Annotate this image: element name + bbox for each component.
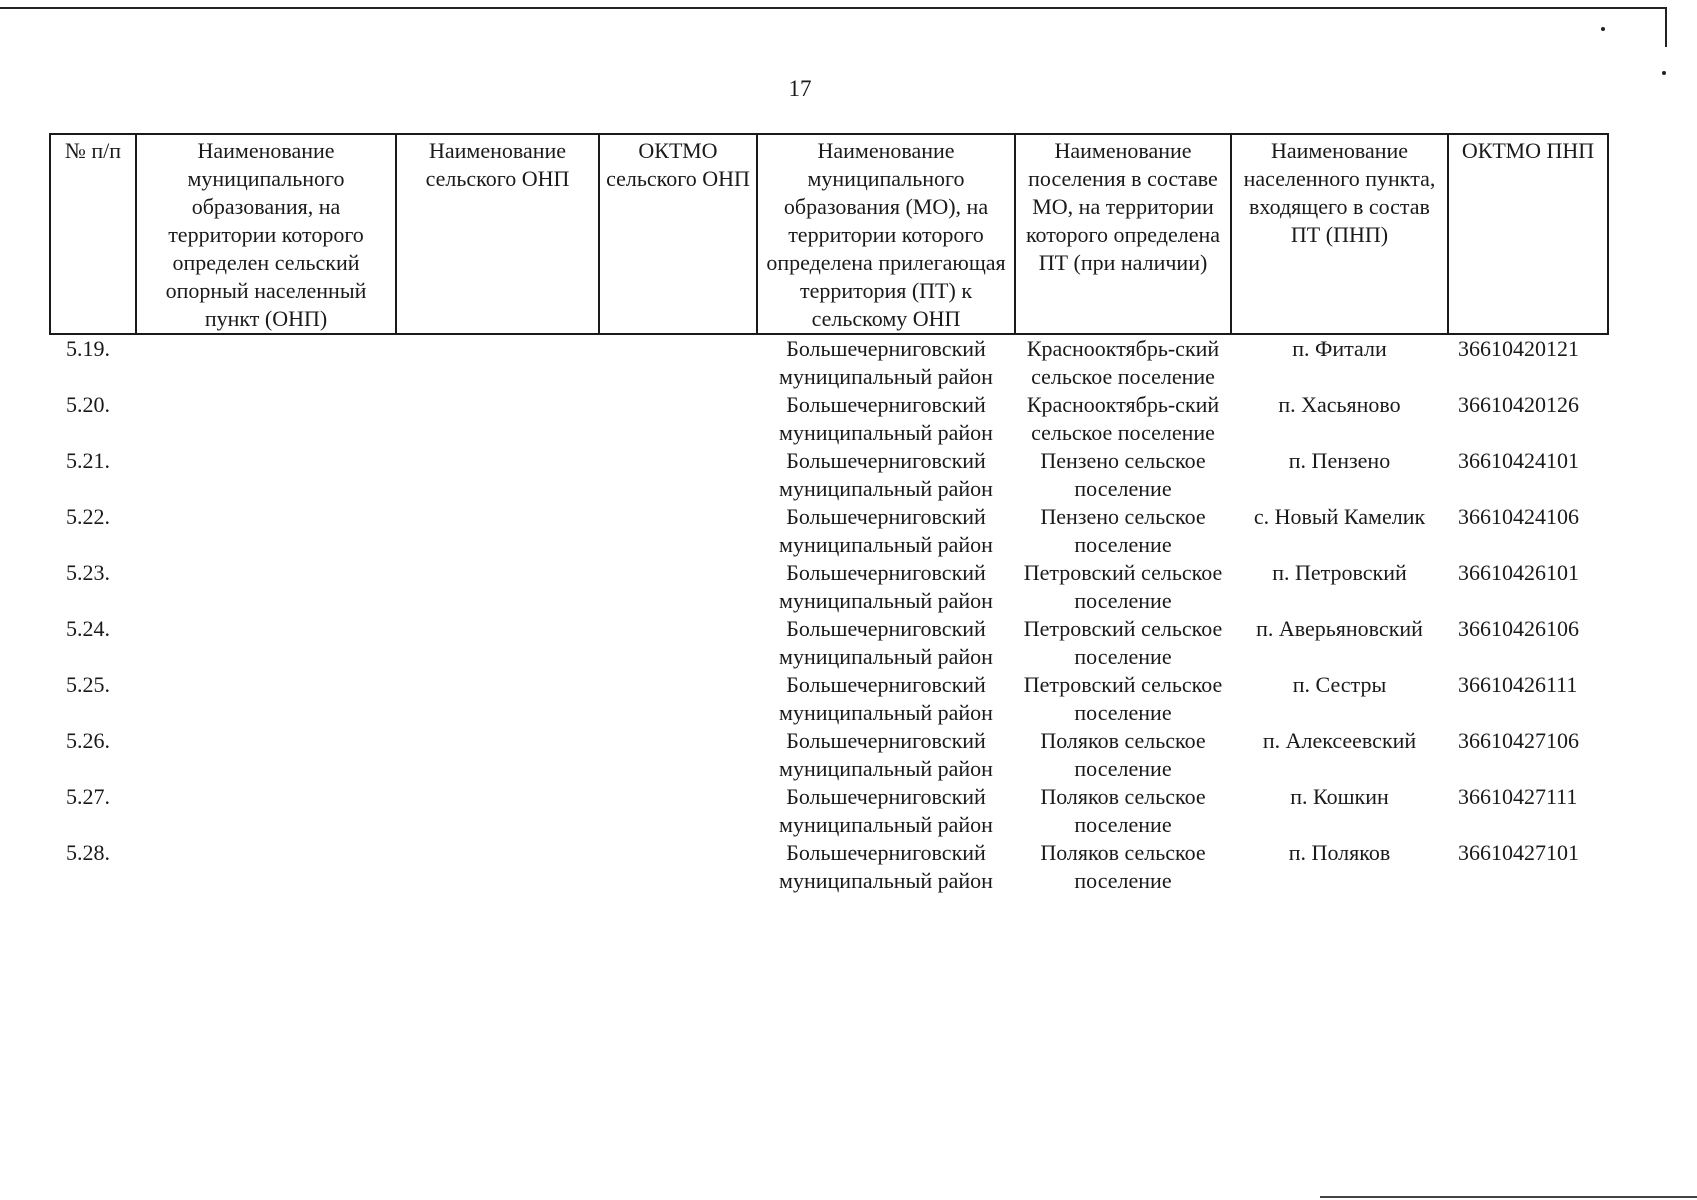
cell-empty <box>599 447 757 503</box>
cell-empty <box>136 671 396 727</box>
page-number: 17 <box>788 76 812 101</box>
cell-empty <box>396 447 599 503</box>
cell-locality: п. Поляков <box>1288 840 1391 865</box>
cell-municipality: Большечерниговский муниципальный район <box>779 616 993 669</box>
cell-empty <box>136 334 396 391</box>
cell-empty <box>599 783 757 839</box>
cell-locality: п. Алексеевский <box>1262 728 1417 753</box>
cell-empty <box>599 671 757 727</box>
cell-settlement: Пензено сельское поселение <box>1040 448 1206 501</box>
cell-empty <box>599 334 757 391</box>
header-onp-oktmo: ОКТМО сельского ОНП <box>599 134 757 334</box>
cell-empty <box>396 334 599 391</box>
row-number: 5.27. <box>66 784 110 809</box>
cell-oktmo: 36610424106 <box>1458 504 1579 529</box>
row-number: 5.19. <box>66 336 110 361</box>
header-municipality-onp: Наименование муниципального образования, на территории которого определен сельский опорный населенный пункт (ОНП) <box>136 134 396 334</box>
cell-municipality: Большечерниговский муниципальный район <box>779 336 993 389</box>
cell-oktmo: 36610420121 <box>1458 336 1579 361</box>
cell-locality: п. Хасьяново <box>1278 392 1401 417</box>
cell-empty <box>599 503 757 559</box>
cell-locality: п. Кошкин <box>1290 784 1389 809</box>
table-row <box>50 559 1608 615</box>
cell-municipality: Большечерниговский муниципальный район <box>779 840 993 893</box>
cell-empty <box>396 559 599 615</box>
table-row <box>50 671 1608 727</box>
row-number: 5.28. <box>66 840 110 865</box>
cell-empty <box>136 839 396 895</box>
cell-empty <box>396 503 599 559</box>
cell-oktmo: 36610427106 <box>1458 728 1579 753</box>
cell-empty <box>136 503 396 559</box>
row-number: 5.21. <box>66 448 110 473</box>
cell-oktmo: 36610420126 <box>1458 392 1579 417</box>
cell-empty <box>396 391 599 447</box>
scan-speck <box>1601 27 1605 31</box>
cell-settlement: Петровский сельское поселение <box>1023 560 1223 613</box>
cell-municipality: Большечерниговский муниципальный район <box>779 784 993 837</box>
row-number: 5.26. <box>66 728 110 753</box>
cell-empty <box>396 615 599 671</box>
cell-settlement: Краснооктябрь-ский сельское поселение <box>1026 392 1220 445</box>
cell-empty <box>599 559 757 615</box>
header-rural-onp-name: Наименование сельского ОНП <box>396 134 599 334</box>
row-number: 5.24. <box>66 616 110 641</box>
cell-empty <box>396 671 599 727</box>
row-number: 5.22. <box>66 504 110 529</box>
row-number: 5.20. <box>66 392 110 417</box>
cell-municipality: Большечерниговский муниципальный район <box>779 728 993 781</box>
cell-settlement: Краснооктябрь-ский сельское поселение <box>1026 336 1220 389</box>
cell-settlement: Поляков сельское поселение <box>1040 840 1206 893</box>
table-row <box>50 727 1608 783</box>
cell-empty <box>599 727 757 783</box>
cell-empty <box>136 447 396 503</box>
cell-municipality: Большечерниговский муниципальный район <box>779 392 993 445</box>
cell-oktmo: 36610427101 <box>1458 840 1579 865</box>
cell-empty <box>599 391 757 447</box>
cell-empty <box>136 391 396 447</box>
cell-oktmo: 36610426101 <box>1458 560 1579 585</box>
cell-oktmo: 36610426111 <box>1458 672 1578 697</box>
cell-oktmo: 36610424101 <box>1458 448 1579 473</box>
table-row <box>50 503 1608 559</box>
header-locality: Наименование населенного пункта, входящего в состав ПТ (ПНП) <box>1231 134 1448 334</box>
cell-empty <box>599 615 757 671</box>
cell-locality: п. Фитали <box>1292 336 1387 361</box>
table-row <box>50 615 1608 671</box>
table-row <box>50 447 1608 503</box>
cell-locality: п. Пензено <box>1288 448 1391 473</box>
cell-empty <box>136 559 396 615</box>
cell-empty <box>599 839 757 895</box>
cell-settlement: Поляков сельское поселение <box>1040 728 1206 781</box>
row-number: 5.23. <box>66 560 110 585</box>
row-number: 5.25. <box>66 672 110 697</box>
cell-empty <box>136 727 396 783</box>
table-header-row <box>50 134 1608 334</box>
cell-municipality: Большечерниговский муниципальный район <box>779 448 993 501</box>
cell-empty <box>396 839 599 895</box>
header-settlement: Наименование поселения в составе МО, на территории которого определена ПТ (при наличии) <box>1015 134 1231 334</box>
table-row <box>50 334 1608 391</box>
cell-oktmo: 36610426106 <box>1458 616 1579 641</box>
settlements-table <box>49 133 1609 895</box>
cell-oktmo: 36610427111 <box>1458 784 1578 809</box>
cell-municipality: Большечерниговский муниципальный район <box>779 560 993 613</box>
cell-locality: п. Аверьяновский <box>1256 616 1423 641</box>
cell-locality: п. Петровский <box>1272 560 1407 585</box>
table-row <box>50 391 1608 447</box>
cell-empty <box>136 615 396 671</box>
cell-municipality: Большечерниговский муниципальный район <box>779 504 993 557</box>
header-number: № п/п <box>50 134 136 334</box>
cell-locality: п. Сестры <box>1292 672 1387 697</box>
cell-locality: с. Новый Камелик <box>1253 504 1426 529</box>
cell-settlement: Петровский сельское поселение <box>1023 616 1223 669</box>
table-row <box>50 839 1608 895</box>
header-municipality-pt: Наименование муниципального образования (МО), на территории которого определена прилегающая территория (ПТ) к сельскому ОНП <box>757 134 1015 334</box>
scan-speck <box>1662 71 1666 75</box>
cell-settlement: Петровский сельское поселение <box>1023 672 1223 725</box>
scan-border-right <box>1665 7 1667 47</box>
cell-municipality: Большечерниговский муниципальный район <box>779 672 993 725</box>
cell-empty <box>396 783 599 839</box>
cell-settlement: Поляков сельское поселение <box>1040 784 1206 837</box>
header-pnp-oktmo: ОКТМО ПНП <box>1448 134 1608 334</box>
scan-border-bottom <box>1320 1196 1697 1198</box>
cell-empty <box>396 727 599 783</box>
scan-border-top <box>0 7 1665 9</box>
cell-empty <box>136 783 396 839</box>
cell-settlement: Пензено сельское поселение <box>1040 504 1206 557</box>
table-row <box>50 783 1608 839</box>
